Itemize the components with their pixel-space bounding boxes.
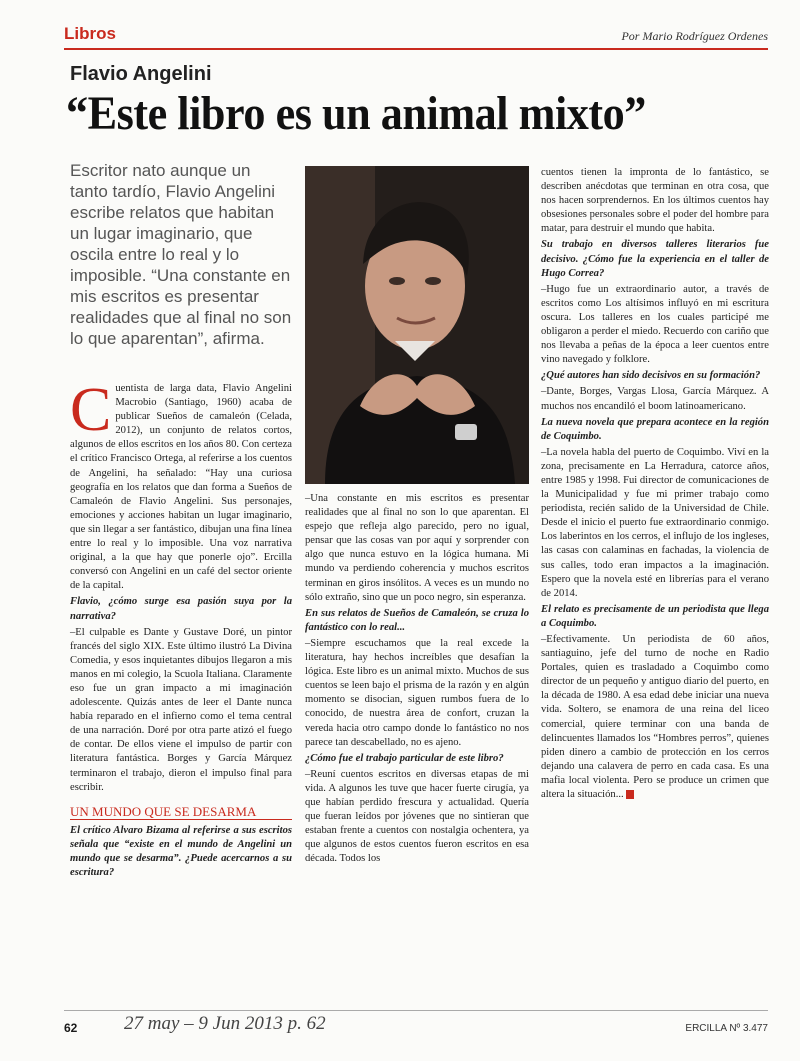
subheading: UN MUNDO QUE SE DESARMA — [70, 805, 292, 820]
answer-4: –Reuní cuentos escritos en diversas etapas de mi vida. A algunos les tuve que hacer fuerte cirugía, ya que habían perdido frescura y actualidad. Quería que fueran leídos por jóvenes que no sintieran que estaban frente a cuentos con nostalgia ochentera, ya que algunos de estos cuentos fueron escritos en esa década. Todos los — [305, 768, 529, 865]
question-7: La nueva novela que prepara acontece en la región de Coquimbo. — [541, 416, 769, 442]
question-4: ¿Cómo fue el trabajo particular de este libro? — [305, 752, 504, 764]
answer-3: –Siempre escuchamos que la real excede la literatura, hay hechos increíbles que desafían la lógica. Este libro es un animal mixto. Muchos de sus cuentos se leen bajo el prisma de la razón y en algún momento se disocian, siguen rumbos fuera de lo conocido, de nuestra área de confort, cruzan la vereda hacia otro campo donde lo fantástico no nos parece tan descabellado, no es ajeno. — [305, 637, 529, 748]
headline: “Este libro es un animal mixto” — [66, 87, 646, 140]
intro-paragraph: uentista de larga data, Flavio Angelini Macrobio (Santiago, 1960) acaba de publicar Sueños de camaleón (Celada, 2012), un conjunto de relatos cortos, algunos de ellos escritos en los años 80. Con certeza el crítico Francisco Ortega, al referirse a los cuentos de Angelini, ha señalado: “Hay una curiosa geografía en los relatos que dan forma a Sueños de Camaleón de Flavio Angelini. Sus personajes, emociones y acciones habitan un lugar imaginario, que sin llegar a ser fantástico, dibujan una fina línea entre lo real y lo imposible. Una voz narrativa original, a la que hay que ponerle ojo”. Ercilla conversó con Angelini en un café del sector oriente de la capital. — [70, 383, 292, 592]
end-mark-icon — [626, 790, 634, 799]
handwritten-note: 27 may – 9 Jun 2013 p. 62 — [124, 1013, 326, 1034]
answer-1: –El culpable es Dante y Gustave Doré, un pintor francés del siglo XIX. Este último ilustró La Divina Comedia, y esos inquietantes dibujos llegaron a mis manos en mi colegio, la Scuola Italiana. Claramente eso fue un gran impacto a mi imaginación adolescente. Quizás antes de leer el Dante nunca había reparado en el infierno como el tema central de una narración. Doré por otra parte atizó el fuego de contar. De ellos viene el impulso de partir con literatura fantástica. Borges y García Márquez terminaron el trabajo, dieron el impulso final para escribir. — [70, 626, 292, 793]
question-5: Su trabajo en diversos talleres literarios fue decisivo. ¿Cómo fue la experiencia en el taller de Hugo Correa? — [541, 239, 769, 279]
answer-8-text: –Efectivamente. Un periodista de 60 años, santiaguino, jefe del turno de noche en Radio Portales, quien es trasladado a Coquimbo como director de un pequeño y antiguo diario del puerto, en la década de 1980. A esa edad debe iniciar una nueva vida. Soltero, se enamora de una reina del liceo comercial, quiere terminar con una banda de delincuentes llamados los “Hombres perros”, quienes piden dinero a cambio de protección en los cerros dejando una calavera de perro en cada casa. Es una mafia local violenta. Pero se produce un crimen que altera la situación... — [541, 634, 769, 801]
interviewee-name: Flavio Angelini — [70, 63, 212, 85]
question-6: ¿Qué autores han sido decisivos en su formación? — [541, 370, 761, 382]
answer-8 — [541, 633, 769, 802]
answer-7: –La novela habla del puerto de Coquimbo. Viví en la zona, precisamente en La Herradura, catorce años, entre 1985 y 1998. Fui director de comunicaciones de la Municipalidad y fue mi primer trabajo como periodista, recién salido de la Universidad de Chile. Desde el inicio el puerto fue extraordinario conmigo. Los laberintos en los cerros, el influjo de los ingleses, las casas con calaminas en fachadas, la violencia de sus calles, todo eran impactos a la imaginación. Espero que la novela esté en librerías para el verano de 2014. — [541, 446, 769, 599]
answer-5: –Hugo fue un extraordinario autor, a través de escritos como Los altísimos influyó en mi escritura oscura. Los talleres en los cuales participé me obligaron a perder el miedo. Recuerdo con cariño que nos llevaba a peñas de la época a leer cuentos entre vino navegado y folklore. — [541, 283, 769, 366]
issue-number: ERCILLA Nº 3.477 — [685, 1023, 768, 1034]
section-label: Libros — [64, 24, 116, 43]
question-8: El relato es precisamente de un periodista que llega a Coquimbo. — [541, 603, 769, 629]
answer-4-continued: cuentos tienen la impronta de lo fantástico, se describen anécdotas que terminan en otra cosa, que nos hacen sorprendernos. En los últimos cuentos hay obsesiones personales sobre el poder del hombre para matar, para destruir el mundo que habita. — [541, 167, 769, 235]
column-2 — [305, 492, 529, 866]
header-bar — [64, 22, 768, 50]
answer-2: –Una constante en mis escritos es presentar realidades que al final no son lo que aparentan. El espejo que refleja algo parecido, pero no igual, pensar que las cosas van por aquí y sorprender con algo que nunca estuvo en la lógica humana. Mi mundo va perdiendo coherencia y muchos escritos terminan en giros insólitos. A veces es un mundo no sólo extraño, sino que un poco negro, sin esperanza. — [305, 493, 529, 603]
author-photo — [305, 166, 529, 484]
question-3: En sus relatos de Sueños de Camaleón, se cruza lo fantástico con lo real... — [305, 607, 529, 633]
question-1: Flavio, ¿cómo surge esa pasión suya por la narrativa? — [70, 596, 292, 622]
question-2: El crítico Alvaro Bizama al referirse a sus escritos señala que “existe en el mundo de Angelini un mundo que se desarma”. ¿Puede acercarnos a su escritura? — [70, 824, 292, 879]
column-3 — [541, 166, 769, 802]
answer-6: –Dante, Borges, Vargas Llosa, García Márquez. A muchos nos encandiló el boom latinoamericano. — [541, 386, 769, 412]
column-1 — [70, 376, 292, 882]
page-number: 62 — [64, 1021, 78, 1035]
author-byline: Por Mario Rodríguez Ordenes — [621, 29, 768, 43]
footer — [64, 1010, 768, 1041]
lead-paragraph: Escritor nato aunque un tanto tardío, Flavio Angelini escribe relatos que habitan un lugar imaginario, que oscila entre lo real y lo imposible. “Una constante en mis escritos es presentar realidades que al final no son lo que aparentan”, afirma. — [70, 161, 292, 348]
drop-cap: C — [70, 376, 112, 444]
